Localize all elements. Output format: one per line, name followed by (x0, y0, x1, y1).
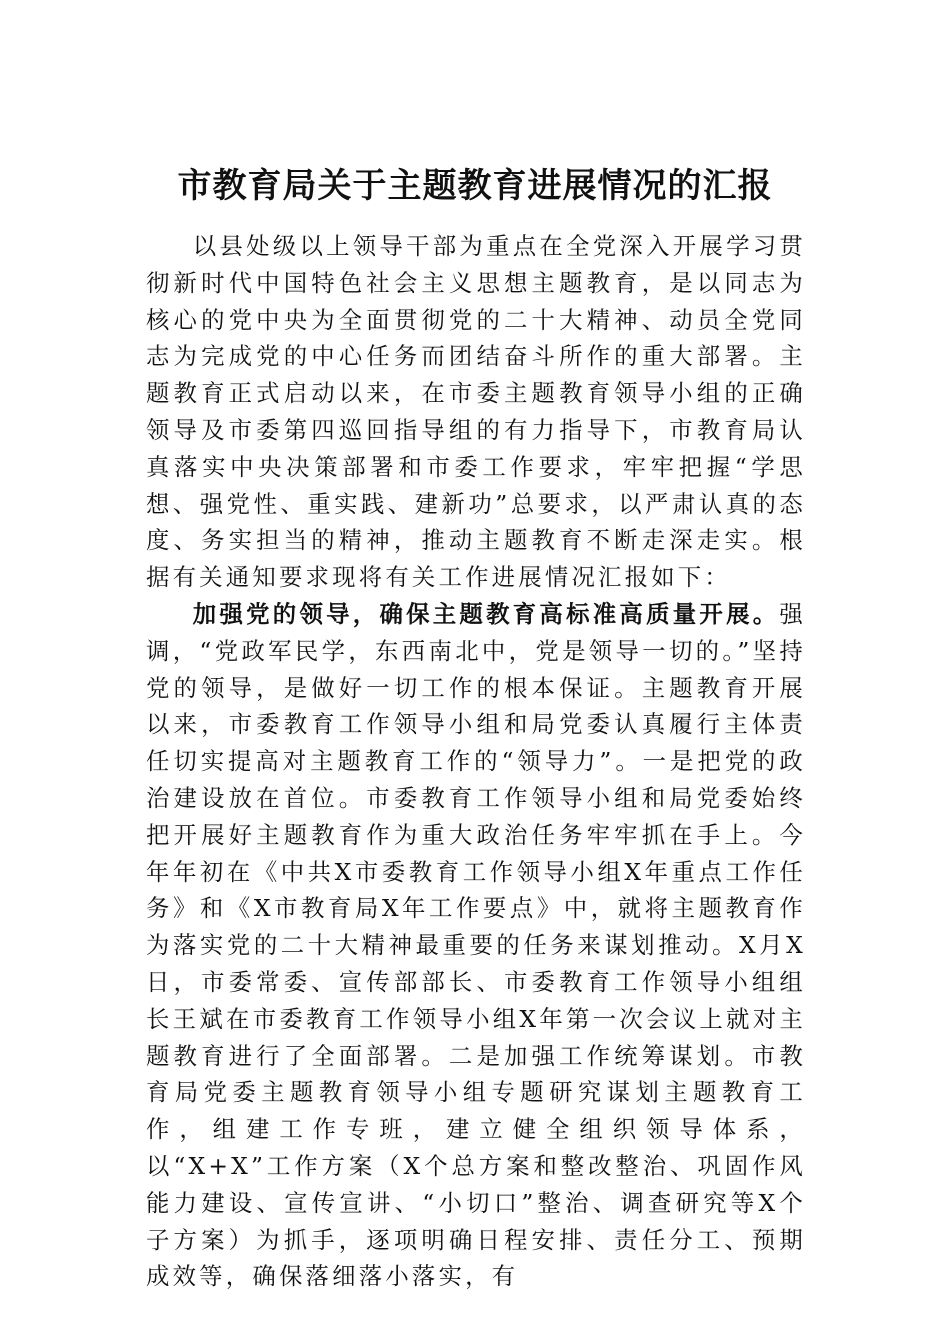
document-body (146, 228, 806, 1295)
document-title: 市教育局关于主题教育进展情况的汇报 (177, 166, 773, 206)
paragraph-intro (146, 228, 806, 596)
paragraph-leadership-text: 强调，“党政军民学，东西南北中，党是领导一切的。”坚持党的领导，是做好一切工作的根本保证。主题教育开展以来，市委教育工作领导小组和局党委认真履行主体责任切实提高对主题教育工作的“领导力”。一是把党的政治建设放在首位。市委教育工作领导小组和局党委始终把开展好主题教育作为重大政治任务牢牢抓在手上。今年年初在《中共X市委教育工作领导小组X年重点工作任务》和《X市教育局X年工作要点》中，就将主题教育作为落实党的二十大精神最重要的任务来谋划推动。X月X日，市委常委、宣传部部长、市委教育工作领导小组组长王斌在市委教育工作领导小组X年第一次会议上就对主题教育进行了全面部署。二是加强工作统筹谋划。市教育局党委主题教育领导小组专题研究谋划主题教育工作，组建工作专班，建立健全组织领导体系，以“X+X”工作方案（X个总方案和整改整治、巩固作风能力建设、宣传宣讲、“小切口”整治、调查研究等X个子方案）为抓手，逐项明确日程安排、责任分工、预期成效等，确保落细落小落实，有 (146, 599, 806, 1291)
paragraph-leadership (146, 596, 806, 1295)
paragraph-leadership-heading: 加强党的领导，确保主题教育高标准高质量开展。 (192, 599, 780, 628)
paragraph-intro-text: 以县处级以上领导干部为重点在全党深入开展学习贯彻新时代中国特色社会主义思想主题教育，是以同志为核心的党中央为全面贯彻党的二十大精神、动员全党同志为完成党的中心任务而团结奋斗所作的重大部署。主题教育正式启动以来，在市委主题教育领导小组的正确领导及市委第四巡回指导组的有力指导下，市教育局认真落实中央决策部署和市委工作要求，牢牢把握“学思想、强党性、重实践、建新功”总要求，以严肃认真的态度、务实担当的精神，推动主题教育不断走深走实。根据有关通知要求现将有关工作进展情况汇报如下： (146, 232, 806, 592)
